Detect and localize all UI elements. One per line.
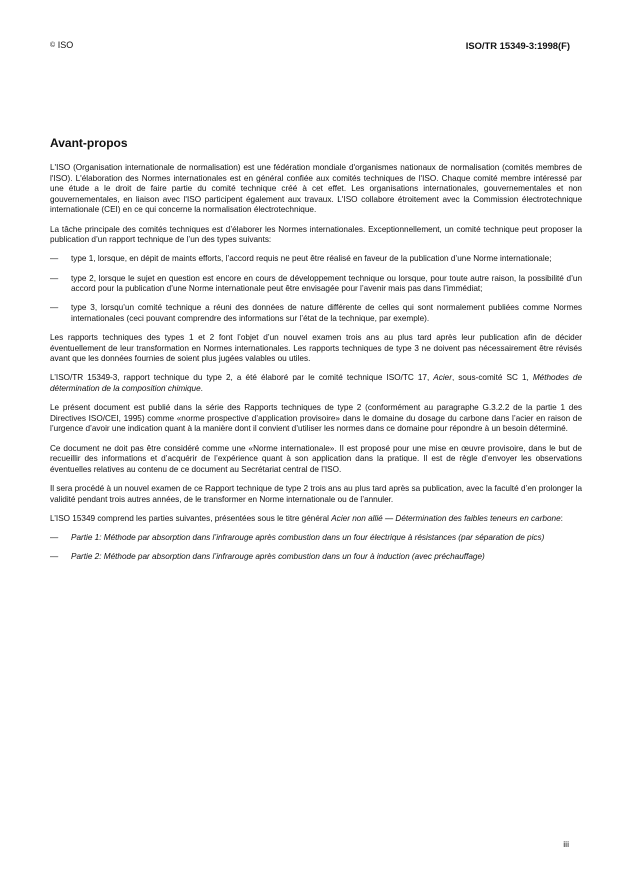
paragraph-publication: Le présent document est publié dans la série des Rapports techniques de type 2 (conformément au paragraphe G.3.2.2 de la partie 1 des Directives ISO/CEI, 1995) comme «norme prospective d’application provisoire» dans le domaine du dosage du carbone dans l’acier en raison de l’urgence d’avoir une indication quant à la manière dont il convient d’utiliser les normes dans ce domaine pour répondre à un besoin déterminé. [50,403,582,434]
paragraph-parts-intro: L’ISO 15349 comprend les parties suivantes, présentées sous le titre général Acier non allié — Détermination des faibles teneurs en carbone: [50,513,563,523]
header-org: ISO [57,40,74,50]
list-item-type-1: — type 1, lorsque, en dépit de maints efforts, l’accord requis ne peut être réalisé en faveur de la publication d’une Norme internationale; [50,254,552,264]
dash-bullet: — [50,273,59,283]
dash-bullet: — [50,532,59,542]
dash-bullet: — [50,303,59,313]
copyright-header [50,40,73,50]
list-item-type-3: — type 3, lorsqu’un comité technique a réuni des données de nature différente de celles qui sont normalement publiées comme Normes internationales (ceci pouvant comprendre des informations sur l’état de la technique, par exemple). [50,303,582,323]
paragraph-tr-origin: L’ISO/TR 15349-3, rapport technique du type 2, a été élaboré par le comité technique ISO/TC 17, Acier, sous-comité SC 1, Méthodes de détermination de la composition chimique. [50,373,582,394]
section-title: Avant-propos [50,136,128,150]
list-item-part-1: — Partie 1: Méthode par absorption dans l’infrarouge après combustion dans un four électrique à résistances (par séparation de pics) [50,532,545,542]
page-number: iii [563,839,569,849]
document-reference: ISO/TR 15349-3:1998(F) [465,40,570,51]
dash-bullet: — [50,254,59,264]
foreword-body [50,136,582,571]
paragraph-technical-reports: La tâche principale des comités techniques est d’élaborer les Normes internationales. Exceptionnellement, un comité technique peut proposer la publication d’un rapport technique de l’un des types suivants: [50,224,582,245]
paragraph-provisional: Ce document ne doit pas être considéré comme une «Norme internationale». Il est proposé pour une mise en œuvre provisoire, dans le but de recueillir des informations et d’acquérir de l’expérience quant à son application dans la pratique. Il est de règle d’envoyer les observations éventuelles relatives au contenu de ce document au Secrétariat central de l’ISO. [50,443,582,474]
list-item-type-2: — type 2, lorsque le sujet en question est encore en cours de développement technique ou lorsque, pour toute autre raison, la possibilité d’un accord pour la publication d’une Norme internationale peut être envisagée pour l’avenir mais pas dans l’immédiat; [50,273,582,294]
paragraph-re-examination: Il sera procédé à un nouvel examen de ce Rapport technique de type 2 trois ans au plus tard après sa publication, avec la faculté d’en prolonger la validité pendant trois autres années, de le transformer en Norme internationale ou de l’annuler. [50,484,582,504]
copyright-symbol: © [50,42,56,49]
dash-bullet: — [50,552,59,562]
paragraph-iso-intro: L'ISO (Organisation internationale de normalisation) est une fédération mondiale d'organismes nationaux de normalisation (comités membres de l'ISO). L'élaboration des Normes internationales est en général confiée aux comités techniques de l'ISO. Chaque comité membre intéressé par une étude a le droit de faire partie du comité technique créé à cet effet. Les organisations internationales, gouvernementales et non gouvernementales, en liaison avec l'ISO participent également aux travaux. L'ISO collabore étroitement avec la Commission électrotechnique internationale (CEI) en ce qui concerne la normalisation électrotechnique. [50,163,582,215]
list-item-part-2: — Partie 2: Méthode par absorption dans l’infrarouge après combustion dans un four à induction (avec préchauffage) [50,552,485,562]
paragraph-review: Les rapports techniques des types 1 et 2 font l’objet d’un nouvel examen trois ans au plus tard après leur publication afin de décider éventuellement de leur transformation en Normes internationales. Les rapports techniques de type 3 ne doivent pas nécessairement être révisés avant que les données fournies de soient plus jugées valables ou utiles. [50,333,582,364]
